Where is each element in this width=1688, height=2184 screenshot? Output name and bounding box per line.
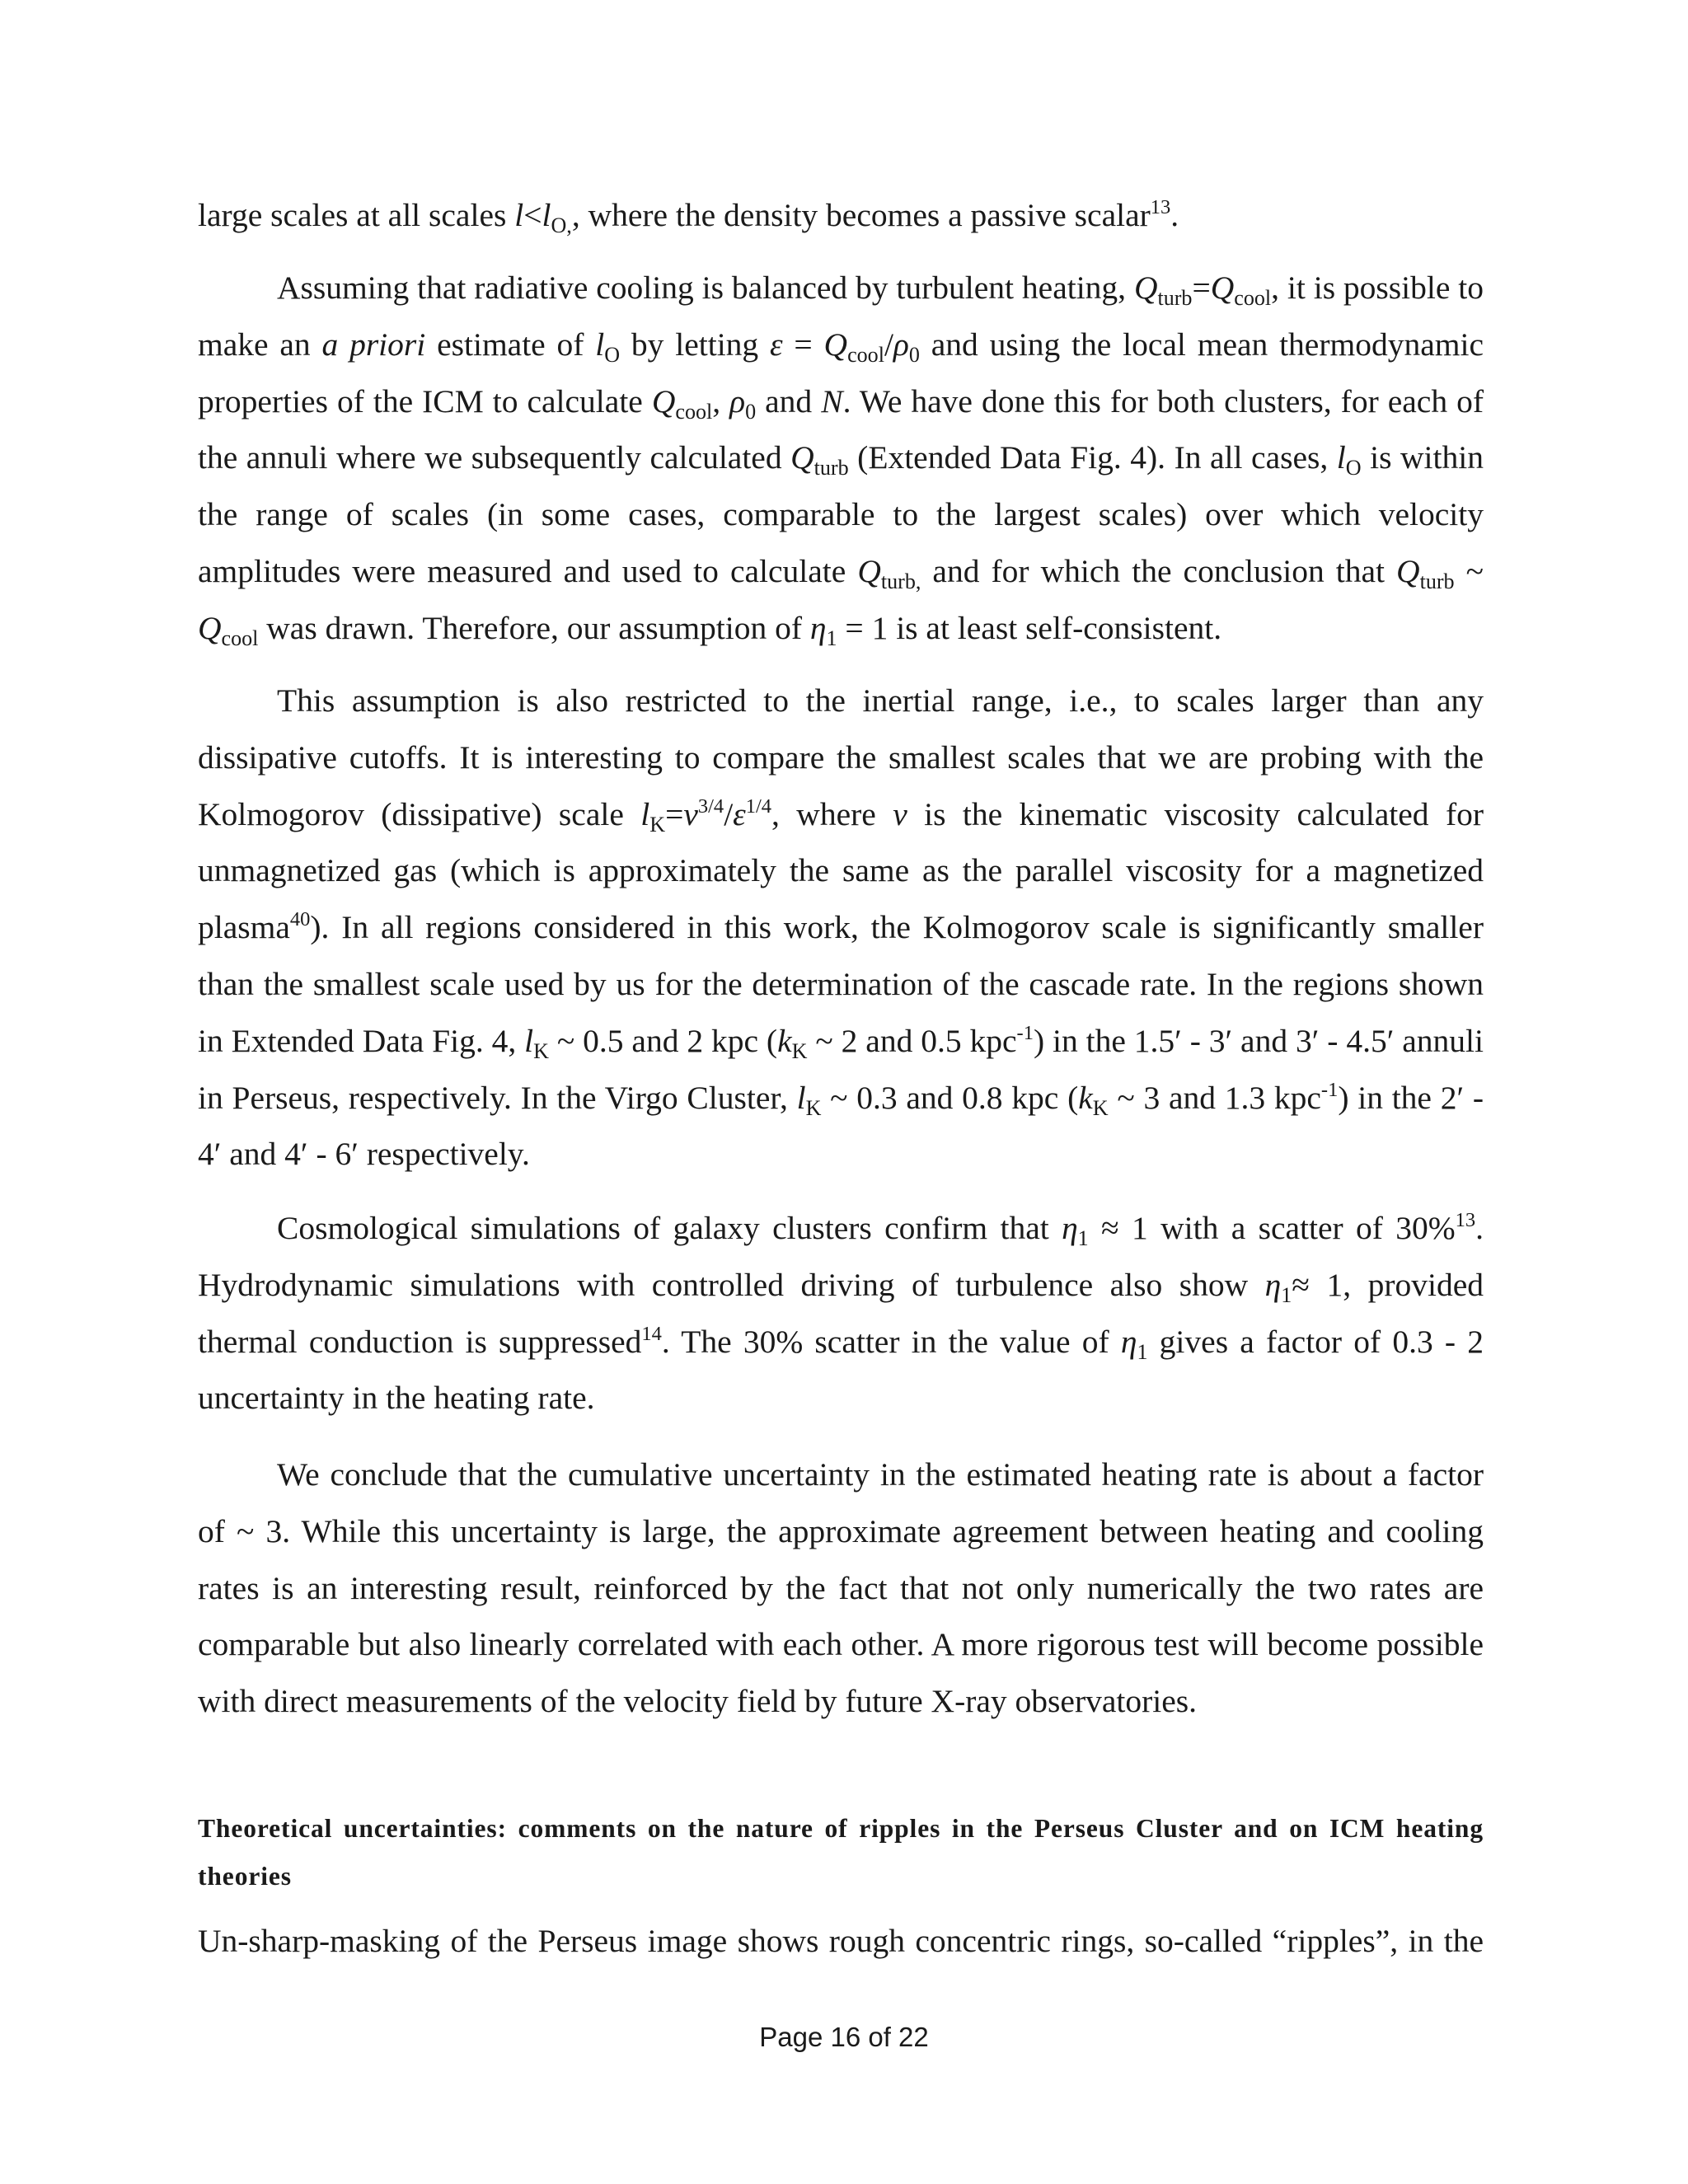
paragraph-conclusion: We conclude that the cumulative uncertainty in the estimated heating rate is about a factor of ~ 3. While this uncertainty is large, the approximate agreement between heating and cooling rates is an interesting result, reinforced by the fact that not only numerically the two rates are comparable but also linearly correlated with each other. A more rigorous test will become possible with direct measurements of the velocity field by future X-ray observatories. (198, 1456, 1484, 1720)
section-heading: Theoretical uncertainties: comments on the nature of ripples in the Perseus Cluster and on ICM heating theories (198, 1814, 1484, 1891)
page-number: Page 16 of 22 (759, 2022, 929, 2052)
citation-13: 13 (1455, 1208, 1476, 1231)
citation-13: 13 (1150, 195, 1171, 218)
paragraph-assumption: Assuming that radiative cooling is balanced by turbulent heating, $Q_{turb}=Q_{cool}$, it is possible to make an a priori estimate of $l_O$ by letting $\varepsilon = Q_{cool}/\rho_0$ and using the local mean thermodynamic properties of the ICM to calculate $Q_{cool}$, $\rho_0$ and N. We have done this for both clusters, for each of the annuli where we subsequently calculated $Q_{turb}$ (Extended Data Fig. 4). In all cases, $l_O$ is within the range of scales (in some cases, comparable to the largest scales) over which velocity amplitudes were measured and used to calculate $Q_{turb,}$ and for which the conclusion that $Q_{turb}$ ~ $Q_{cool}$ was drawn. Therefore, our assumption of $\eta_1 = 1$ is at least self-consistent. (198, 269, 1484, 650)
paragraph-continuation: large scales at all scales $l<l_{O,}$, where the density becomes a passive scalar$^{13}$. (198, 195, 1179, 237)
citation-40: 40 (289, 908, 311, 931)
paragraph-ripples: Un-sharp-masking of the Perseus image shows rough concentric rings, so-called “ripples”, in the (198, 1923, 1484, 1959)
paragraph-inertial-range: This assumption is also restricted to the inertial range, i.e., to scales larger than any dissipative cutoffs. It is interesting to compare the smallest scales that we are probing with the Kolmogorov (dissipative) scale $l_K=v^{3/4}/\varepsilon^{1/4}$, where v is the kinematic viscosity calculated for unmagnetized gas (which is approximately the same as the parallel viscosity for a magnetized plasma$^{40}$). In all regions considered in this work, the Kolmogorov scale is significantly smaller than the smallest scale used by us for the determination of the cascade rate. In the regions shown in Extended Data Fig. 4, $l_K$ ~ 0.5 and 2 kpc ($k_K$ ~ 2 and 0.5 kpc$^{-1}$) in the 1.5′ - 3′ and 3′ - 4.5′ annuli in Perseus, respectively. In the Virgo Cluster, $l_K$ ~ 0.3 and 0.8 kpc ($k_K$ ~ 3 and 1.3 kpc$^{-1}$) in the 2′ - 4′ and 4′ - 6′ respectively. (198, 682, 1484, 1173)
text-run: , where the density becomes a passive scalar (571, 197, 1151, 233)
text-run: large scales at all scales (198, 197, 515, 233)
paragraph-simulations: Cosmological simulations of galaxy clusters confirm that $\eta_1 \approx 1$ with a scatter of 30%$^{13}$. Hydrodynamic simulations with controlled driving of turbulence also show $\eta_1\approx 1$, provided thermal conduction is suppressed$^{14}$. The 30% scatter in the value of $\eta_1$ gives a factor of 0.3 - 2 uncertainty in the heating rate. (198, 1208, 1484, 1417)
citation-14: 14 (641, 1322, 662, 1345)
